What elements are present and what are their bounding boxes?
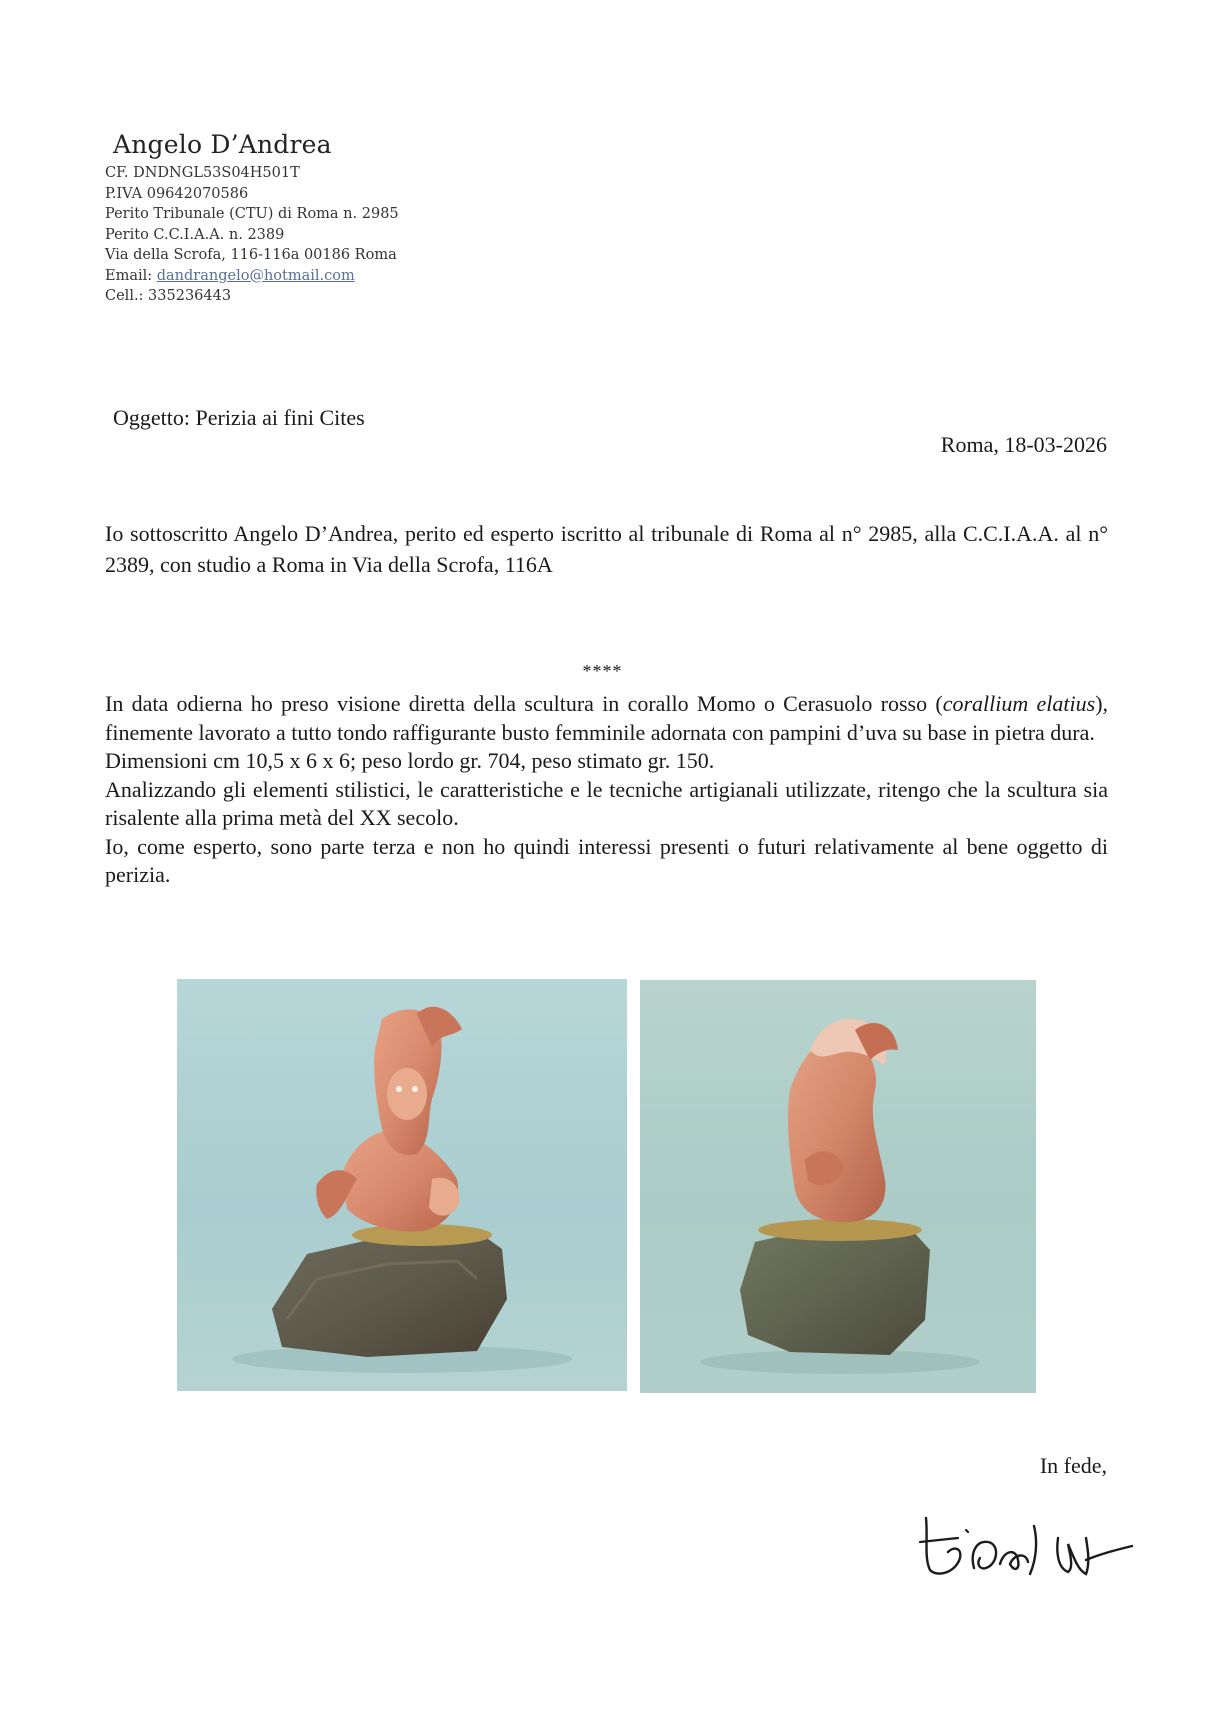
email-label: Email:: [105, 267, 157, 284]
intro-paragraph: Io sottoscritto Angelo D’Andrea, perito ed esperto iscritto al tribunale di Roma al n° 2985, alla C.C.I.A.A. al n° 2389, con studio a Roma in Via della Scrofa, 116A: [105, 521, 1108, 577]
section-separator: ****: [582, 661, 623, 681]
appraisal-body: [105, 690, 1108, 890]
email-link[interactable]: dandrangelo@hotmail.com: [156, 267, 355, 284]
closing-text: In fede,: [1039, 1453, 1107, 1478]
declaration-paragraph: Io, come esperto, sono parte terza e non ho quindi interessi presenti o futuri relativamente al bene oggetto di perizia.: [105, 833, 1108, 887]
letterhead: [103, 130, 523, 307]
dimensions-paragraph: Dimensioni cm 10,5 x 6 x 6; peso lordo gr. 704, peso stimato gr. 150.: [105, 748, 715, 773]
vat-number: P.IVA 09642070586: [105, 185, 249, 202]
dating-paragraph: Analizzando gli elementi stilistici, le caratteristiche e le tecniche artigianali utilizzate, ritengo che la scultura sia risalente alla prima metà del XX secolo.: [105, 776, 1108, 830]
sculpture-photo-front: [177, 979, 627, 1391]
handwritten-signature: [918, 1498, 1138, 1588]
phone: Cell.: 335236443: [105, 288, 232, 304]
court-expert-number: Perito Tribunale (CTU) di Roma n. 2985: [105, 206, 399, 222]
description-paragraph: In data odierna ho preso visione diretta della scultura in corallo Momo o Cerasuolo rosso (corallium elatius), finemente lavorato a tutto tondo raffigurante busto femminile adornata con pampini d’uva su base in pietra dura.: [105, 691, 1109, 745]
date-line: Roma, 18-03-2026: [940, 432, 1107, 457]
cciaa-expert-number: Perito C.C.I.A.A. n. 2389: [105, 226, 285, 243]
species-name: corallium elatius: [942, 691, 1096, 716]
sculpture-photo-side: [640, 980, 1036, 1393]
subject-line: Oggetto: Perizia ai fini Cites: [113, 405, 365, 430]
address: Via della Scrofa, 116-116a 00186 Roma: [105, 247, 397, 263]
email-line: [105, 266, 523, 287]
tax-code: CF. DNDNGL53S04H501T: [105, 165, 300, 181]
author-name: Angelo D’Andrea: [113, 130, 332, 159]
